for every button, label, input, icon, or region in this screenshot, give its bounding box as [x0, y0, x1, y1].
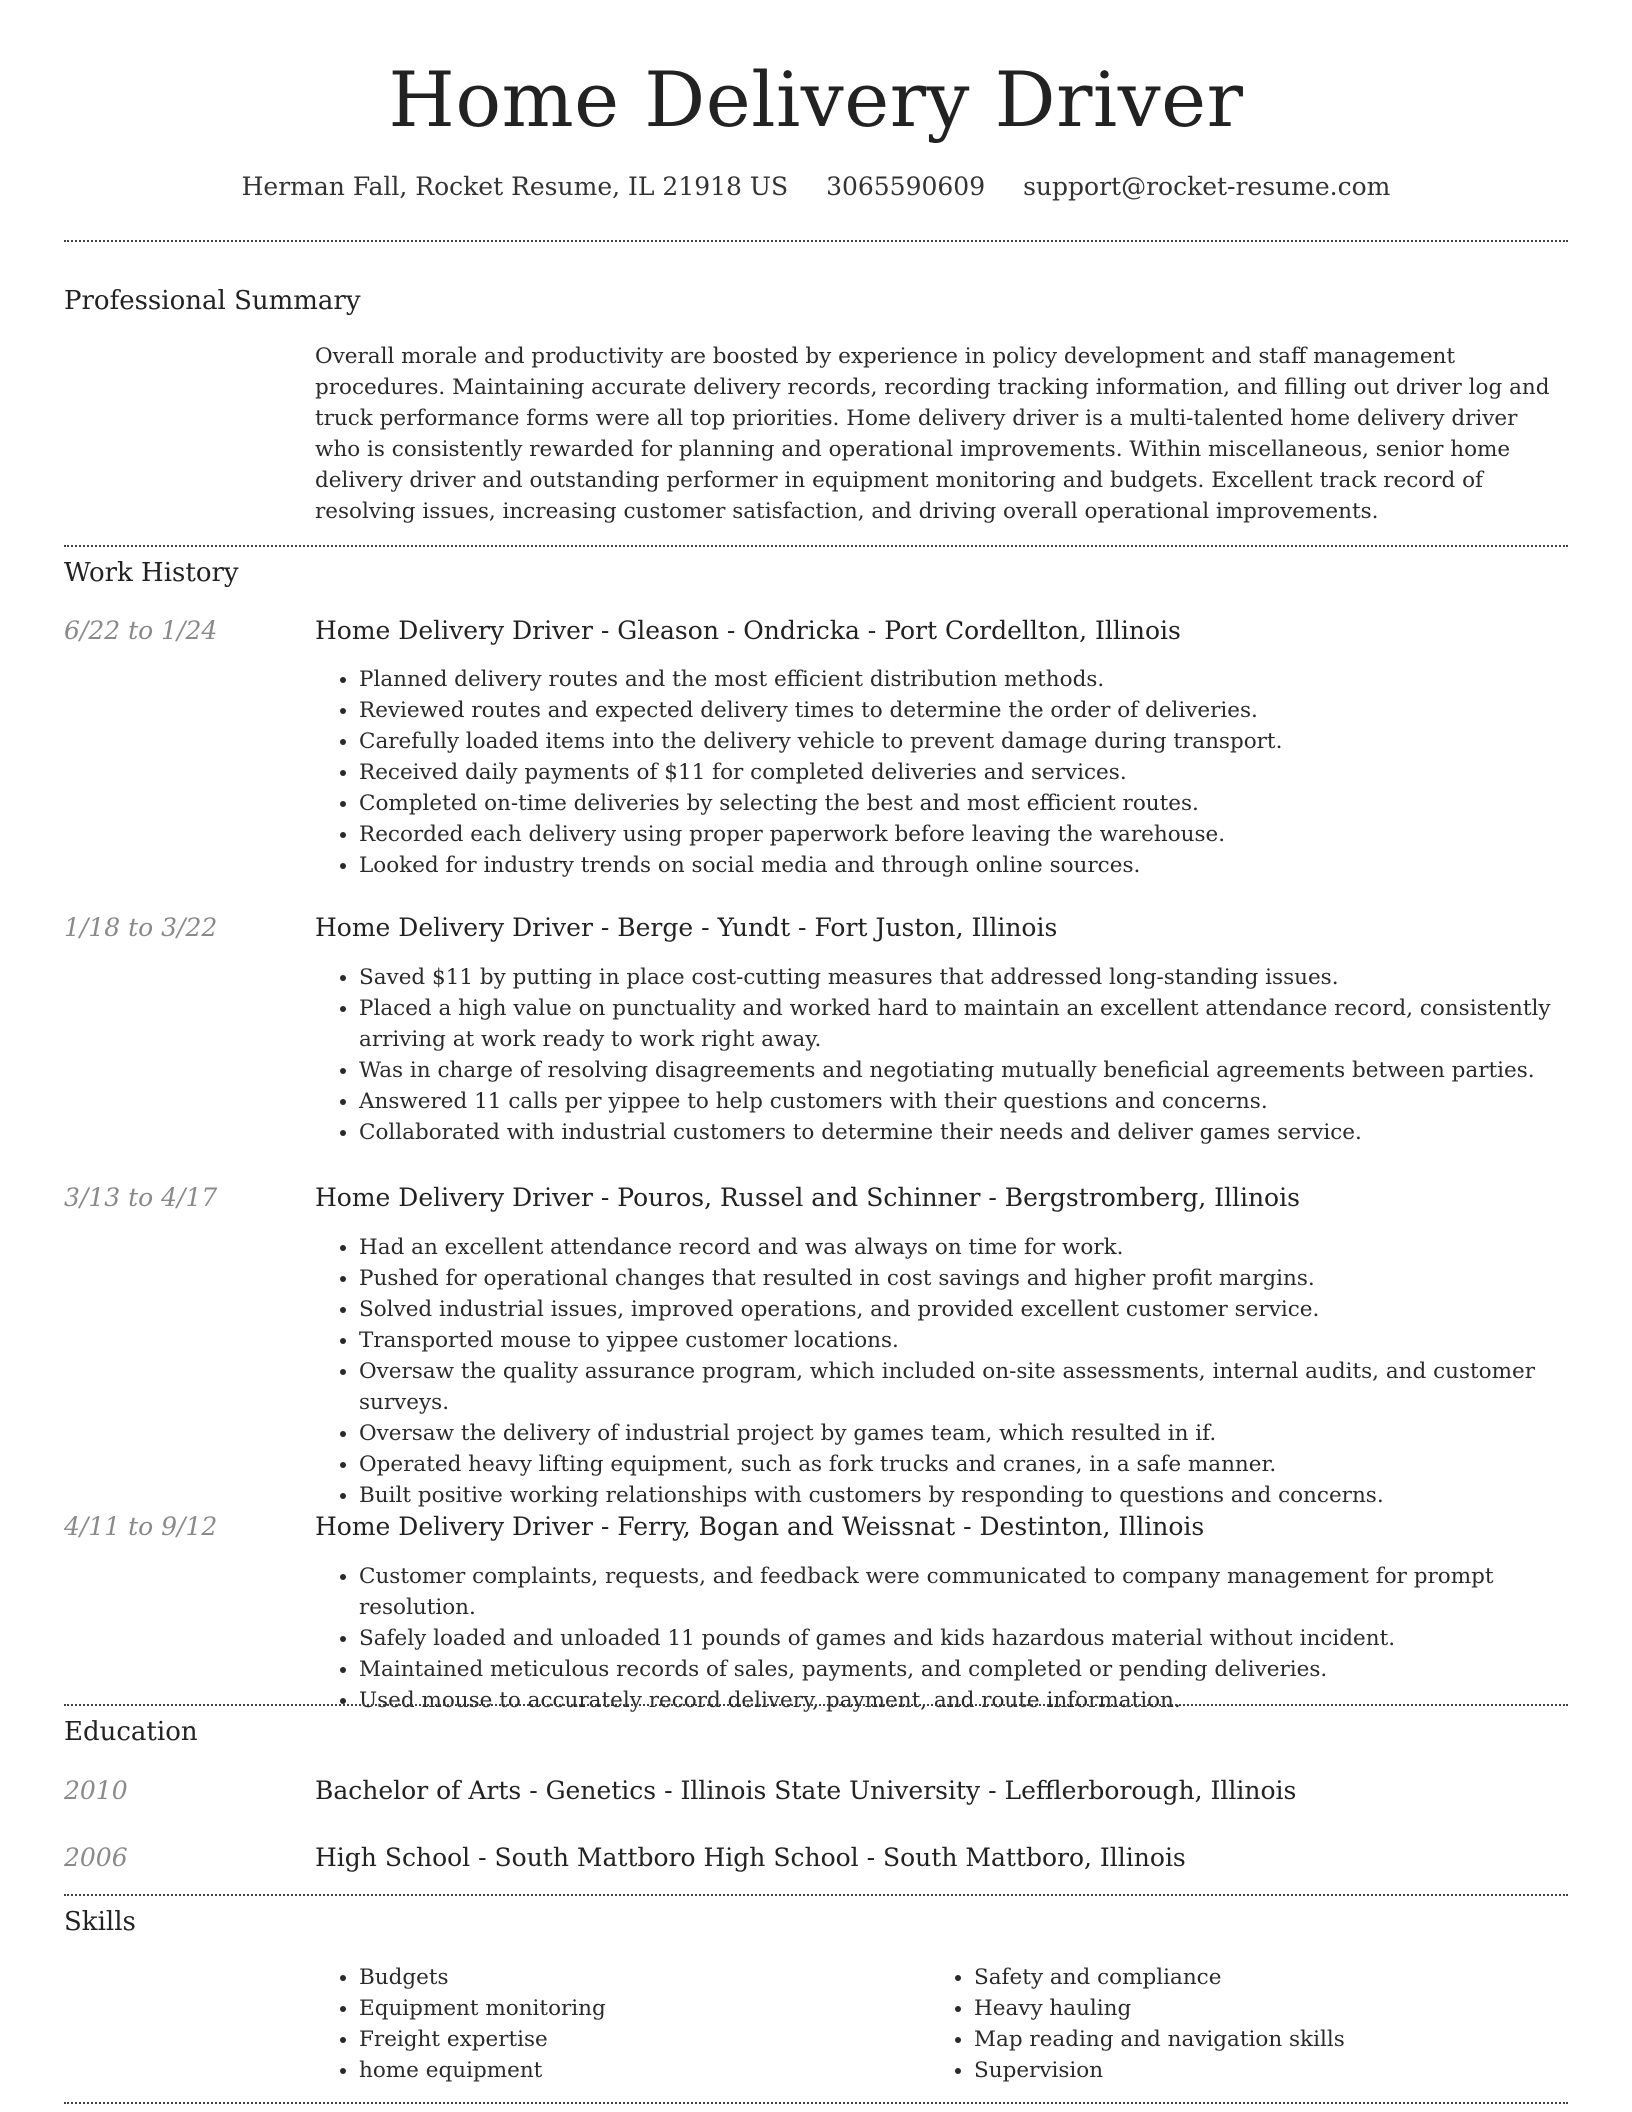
job-bullets	[315, 1232, 1560, 1511]
candidate-name: Home Delivery Driver	[388, 55, 1244, 144]
skill-item: • Equipment monitoring	[359, 1993, 915, 2024]
job-bullets	[315, 962, 1560, 1148]
list-item: • Built positive working relationships with customers by responding to questions and concerns.	[359, 1480, 1560, 1511]
skill-item: • home equipment	[359, 2055, 915, 2086]
list-item: • Customer complaints, requests, and feedback were communicated to company management for prompt resolution.	[359, 1561, 1560, 1623]
list-item: • Looked for industry trends on social media and through online sources.	[359, 850, 1560, 881]
skills-heading: Skills	[64, 1907, 136, 1937]
education-year: 2010	[64, 1776, 128, 1805]
education-heading: Education	[64, 1717, 198, 1747]
section-divider	[64, 1704, 1568, 1706]
list-item: • Pushed for operational changes that resulted in cost savings and higher profit margins.	[359, 1263, 1560, 1294]
list-item: • Transported mouse to yippee customer locations.	[359, 1325, 1560, 1356]
list-item: • Oversaw the quality assurance program, which included on-site assessments, internal audits, and customer surveys.	[359, 1356, 1560, 1418]
job-title: Home Delivery Driver - Pouros, Russel and Schinner - Bergstromberg, Illinois	[315, 1183, 1300, 1212]
job-title: Home Delivery Driver - Berge - Yundt - Fort Juston, Illinois	[315, 913, 1058, 942]
list-item: • Placed a high value on punctuality and worked hard to maintain an excellent attendance record, consistently arriving at work ready to work right away.	[359, 993, 1560, 1055]
skill-item: • Budgets	[359, 1962, 915, 1993]
job-date: 1/18 to 3/22	[64, 913, 218, 942]
skill-item: • Map reading and navigation skills	[974, 2024, 1530, 2055]
list-item: • Oversaw the delivery of industrial project by games team, which resulted in if.	[359, 1418, 1560, 1449]
job-title: Home Delivery Driver - Gleason - Ondricka - Port Cordellton, Illinois	[315, 616, 1181, 645]
education-title: Bachelor of Arts - Genetics - Illinois State University - Lefflerborough, Illinois	[315, 1776, 1297, 1805]
job-date: 4/11 to 9/12	[64, 1512, 218, 1541]
list-item: • Completed on-time deliveries by selecting the best and most efficient routes.	[359, 788, 1560, 819]
resume-header	[0, 52, 1632, 204]
list-item: • Was in charge of resolving disagreements and negotiating mutually beneficial agreements between parties.	[359, 1055, 1560, 1086]
list-item: • Maintained meticulous records of sales, payments, and completed or pending deliveries.	[359, 1654, 1560, 1685]
education-year: 2006	[64, 1843, 128, 1872]
list-item: • Collaborated with industrial customers to determine their needs and deliver games service.	[359, 1117, 1560, 1148]
list-item: • Planned delivery routes and the most efficient distribution methods.	[359, 664, 1560, 695]
list-item: • Used mouse to accurately record delivery, payment, and route information.	[359, 1685, 1560, 1716]
job-date: 6/22 to 1/24	[64, 616, 218, 645]
summary-text: Overall morale and productivity are boosted by experience in policy development and staff management procedures. Maintaining accurate delivery records, recording tracking information, and filling out driver log and truck performance forms were all top priorities. Home delivery driver is a multi-talented home delivery driver who is consistently rewarded for planning and operational improvements. Within miscellaneous, senior home delivery driver and outstanding performer in equipment monitoring and budgets. Excellent track record of resolving issues, increasing customer satisfaction, and driving overall operational improvements.	[315, 344, 1550, 524]
list-item: • Safely loaded and unloaded 11 pounds of games and kids hazardous material without incident.	[359, 1623, 1560, 1654]
skill-item: • Supervision	[974, 2055, 1530, 2086]
work-history-heading: Work History	[64, 558, 239, 588]
skills-list-left	[315, 1962, 915, 2086]
contact-email: support@rocket-resume.com	[1023, 172, 1391, 201]
list-item: • Saved $11 by putting in place cost-cutting measures that addressed long-standing issues.	[359, 962, 1560, 993]
list-item: • Reviewed routes and expected delivery times to determine the order of deliveries.	[359, 695, 1560, 726]
section-divider	[64, 2102, 1568, 2104]
list-item: • Had an excellent attendance record and was always on time for work.	[359, 1232, 1560, 1263]
section-divider	[64, 1894, 1568, 1896]
contact-line	[0, 170, 1632, 204]
list-item: • Operated heavy lifting equipment, such as fork trucks and cranes, in a safe manner.	[359, 1449, 1560, 1480]
contact-address: Herman Fall, Rocket Resume, IL 21918 US	[241, 172, 789, 201]
section-divider	[64, 545, 1568, 547]
job-bullets	[315, 1561, 1560, 1716]
skill-item: • Freight expertise	[359, 2024, 915, 2055]
skill-item: • Safety and compliance	[974, 1962, 1530, 1993]
skill-item: • Heavy hauling	[974, 1993, 1530, 2024]
list-item: • Carefully loaded items into the delivery vehicle to prevent damage during transport.	[359, 726, 1560, 757]
summary-heading: Professional Summary	[64, 286, 361, 316]
skills-list-right	[930, 1962, 1530, 2086]
job-date: 3/13 to 4/17	[64, 1183, 218, 1212]
education-title: High School - South Mattboro High School - South Mattboro, Illinois	[315, 1843, 1186, 1872]
list-item: • Received daily payments of $11 for completed deliveries and services.	[359, 757, 1560, 788]
section-divider	[64, 240, 1568, 242]
job-title: Home Delivery Driver - Ferry, Bogan and Weissnat - Destinton, Illinois	[315, 1512, 1205, 1541]
list-item: • Answered 11 calls per yippee to help customers with their questions and concerns.	[359, 1086, 1560, 1117]
job-bullets	[315, 664, 1560, 881]
list-item: • Solved industrial issues, improved operations, and provided excellent customer service.	[359, 1294, 1560, 1325]
list-item: • Recorded each delivery using proper paperwork before leaving the warehouse.	[359, 819, 1560, 850]
contact-phone: 3065590609	[826, 172, 986, 201]
